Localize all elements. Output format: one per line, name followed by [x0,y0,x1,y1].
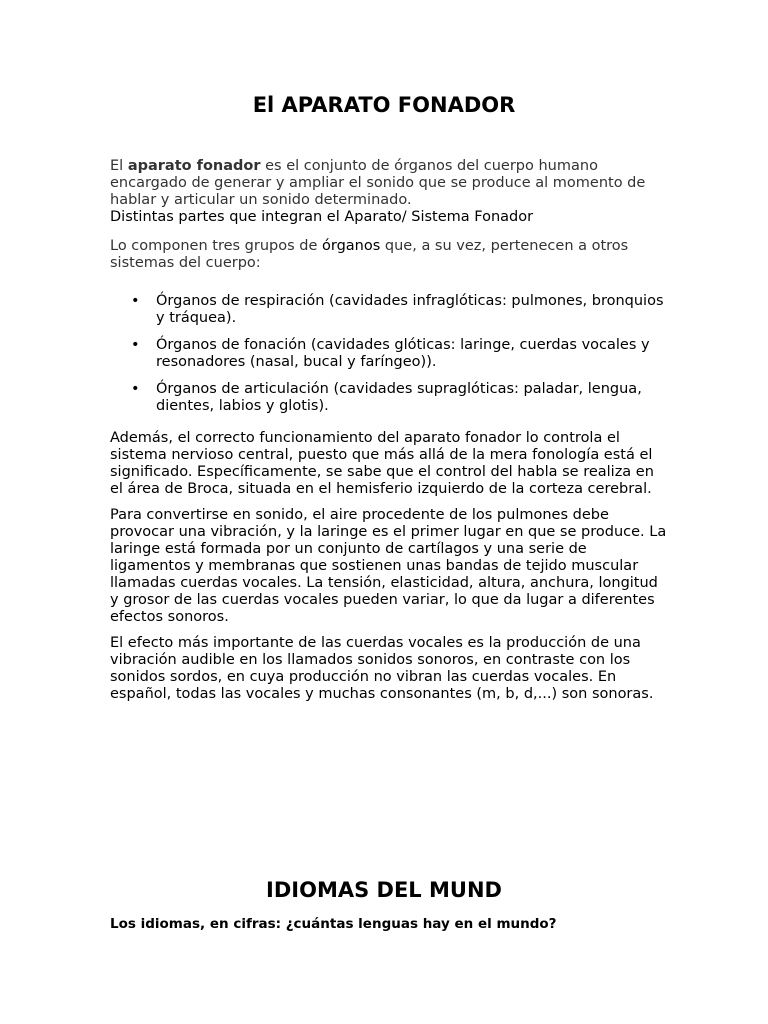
larynx-paragraph: Para convertirse en sonido, el aire procedente de los pulmones debe provocar una vibración, y la laringe es el primer lugar en que se produce. La laringe está formada por un conjunto de cartílagos y una serie de ligamentos y membranas que sostienen unas bandas de tejido muscular llamadas cuerdas vocales. La tensión, elasticidad, altura, anchura, longitud y grosor de las cuerdas vocales pueden variar, lo que da lugar a diferentes efectos sonoros. [110,507,667,625]
intro-term: aparato fonador [127,158,261,174]
list-item-text: Órganos de fonación (cavidades glóticas: laringe, cuerdas vocales y resonadores (nasal, bucal y faríngeo)). [156,337,650,370]
intro-rest: es el conjunto de órganos del cuerpo humano encargado de generar y ampliar el sonido que se produce al momento de hablar y articular un sonido determinado. [110,158,646,208]
bullet-icon: • [131,337,140,353]
composition-paragraph [110,238,670,272]
composition-rest: que, a su vez, pertenecen a otros sistemas del cuerpo: [110,238,629,271]
list-item [110,337,670,371]
intro-paragraph [110,158,670,209]
section-title: IDIOMAS DEL MUND [266,878,502,902]
section-subtitle: Los idiomas, en cifras: ¿cuántas lenguas hay en el mundo? [110,916,557,932]
page-title: El APARATO FONADOR [252,93,516,117]
list-item-text: Órganos de respiración (cavidades infraglóticas: pulmones, bronquios y tráquea). [156,293,664,326]
intro-lead: El [110,158,128,174]
list-item [110,293,670,327]
bullet-icon: • [131,381,140,397]
list-item [110,381,670,415]
list-item-text: Órganos de articulación (cavidades supraglóticas: paladar, lengua, dientes, labios y glotis). [156,381,642,414]
composition-lead: Lo componen tres grupos de [110,238,322,254]
bullet-icon: • [131,293,140,309]
parts-subtitle: Distintas partes que integran el Aparato/ Sistema Fonador [110,209,534,225]
composition-term: órganos [322,238,381,254]
document-body [110,158,670,703]
organ-groups-list [110,293,670,415]
nervous-system-paragraph: Además, el correcto funcionamiento del aparato fonador lo controla el sistema nervioso central, puesto que más allá de la mera fonología está el significado. Específicamente, se sabe que el control del habla se realiza en el área de Broca, situada en el hemisferio izquierdo de la corteza cerebral. [110,430,654,497]
vocal-cords-paragraph: El efecto más importante de las cuerdas vocales es la producción de una vibración audible en los llamados sonidos sonoros, en contraste con los sonidos sordos, en cuya producción no vibran las cuerdas vocales. En español, todas las vocales y muchas consonantes (m, b, d,...) son sonoras. [110,635,654,702]
